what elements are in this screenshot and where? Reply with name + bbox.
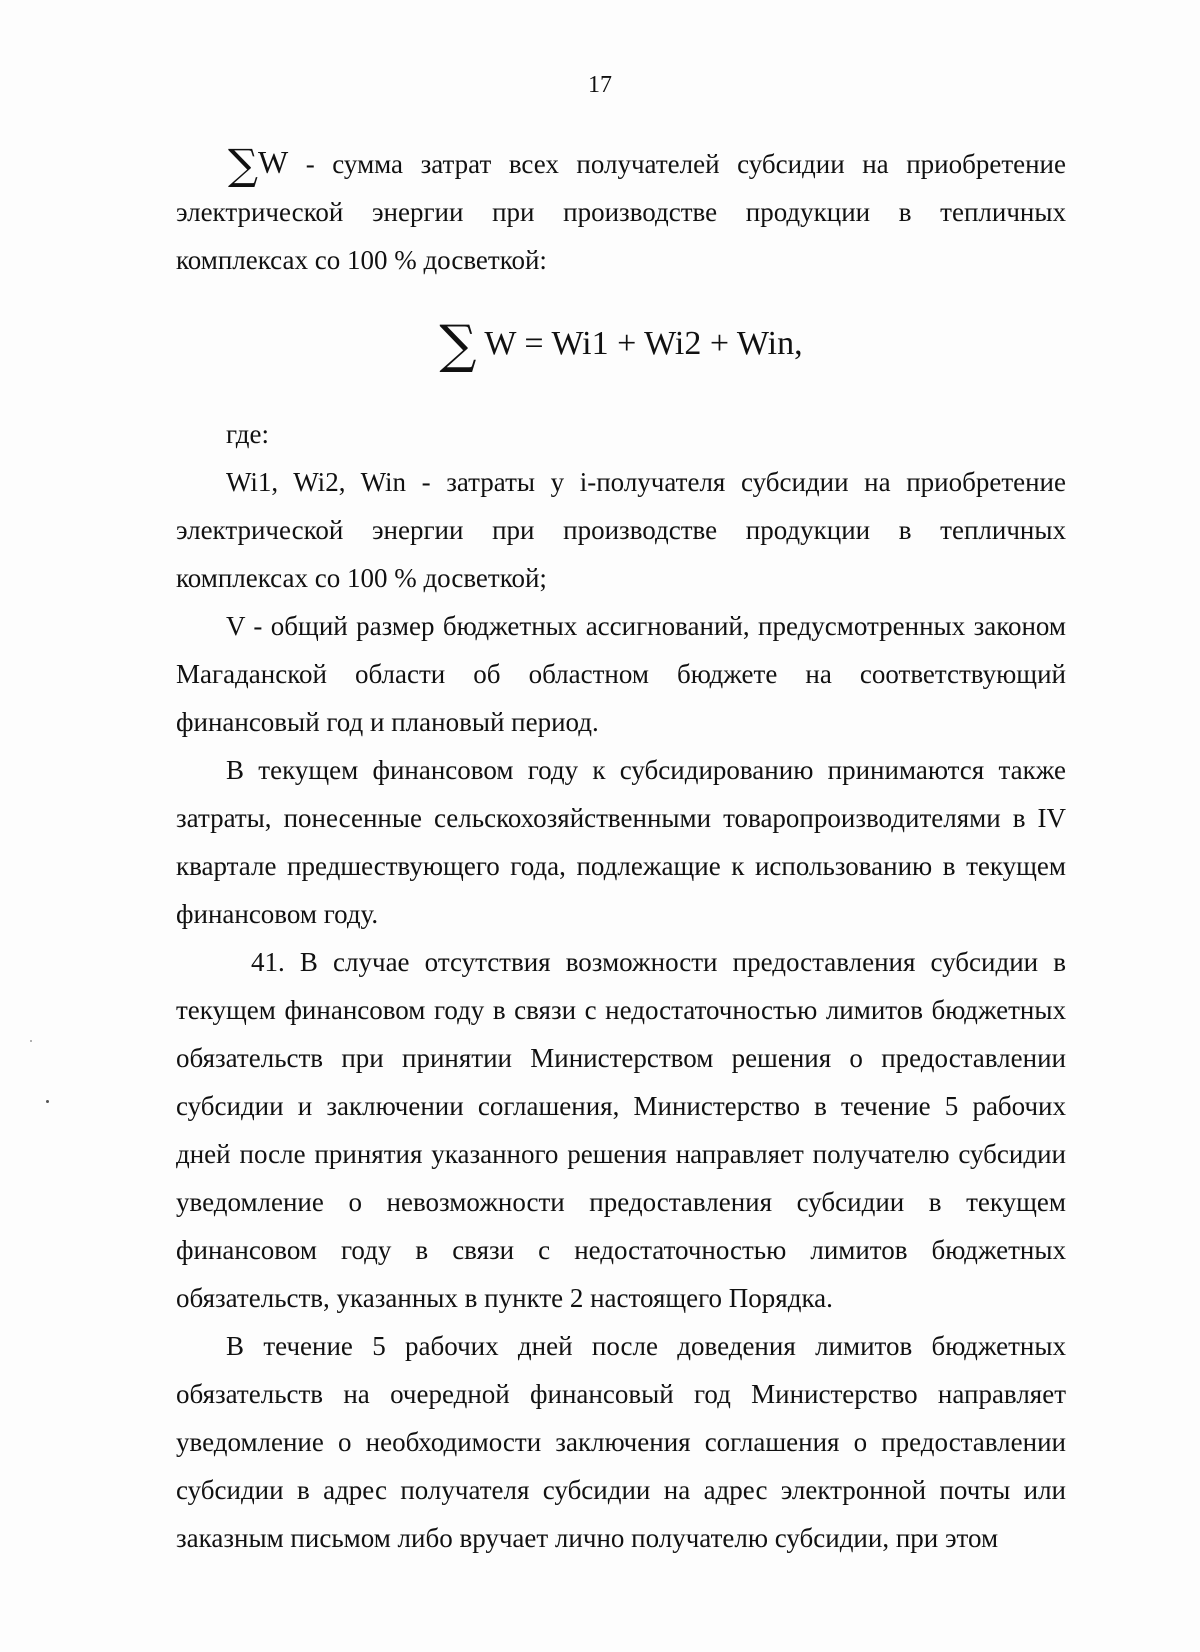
document-body [176, 138, 1066, 1562]
sum-formula [176, 314, 1066, 374]
v-definition-paragraph: V - общий размер бюджетных ассигнований, предусмотренных законом Магаданской области об областном бюджете на соответствующий финансовый год и плановый период. [176, 611, 1066, 737]
sum-definition-text: - сумма затрат всех получателей субсидии на приобретение электрической энергии при производстве продукции в тепличных комплексах со 100 % досветкой: [176, 149, 1066, 275]
current-year-paragraph: В текущем финансовом году к субсидированию принимаются также затраты, понесенные сельскохозяйственными товаропроизводителями в IV квартале предшествующего года, подлежащие к использованию в текущем финансовом году. [176, 755, 1066, 929]
w-symbol: W [257, 144, 289, 180]
wi-definition-paragraph: Wi1, Wi2, Win - затраты у i-получателя субсидии на приобретение электрической энергии при производстве продукции в тепличных комплексах со 100 % досветкой; [176, 467, 1066, 593]
scan-speck [30, 1040, 32, 1042]
formula-text: W = Wi1 + Wi2 + Win, [476, 325, 803, 362]
formula-sigma-symbol: ∑ [439, 315, 477, 375]
page-number: 17 [588, 72, 612, 98]
clause-41-paragraph: 41. В случае отсутствия возможности предоставления субсидии в текущем финансовом году в связи с недостаточностью лимитов бюджетных обязательств при принятии Министерством решения о предоставлении субсидии и заключении соглашения, Министерство в течение 5 рабочих дней после принятия указанного решения направляет получателю субсидии уведомление о невозможности предоставления субсидии в текущем финансовом году в связи с недостаточностью лимитов бюджетных обязательств, указанных в пункте 2 настоящего Порядка. [176, 947, 1066, 1313]
sum-definition-paragraph [176, 138, 1066, 284]
five-days-paragraph: В течение 5 рабочих дней после доведения лимитов бюджетных обязательств на очередной финансовый год Министерство направляет уведомление о необходимости заключения соглашения о предоставлении субсидии в адрес получателя субсидии на адрес электронной почты или заказным письмом либо вручает лично получателю субсидии, при этом [176, 1331, 1066, 1553]
sigma-symbol: ∑ [228, 140, 258, 189]
scan-speck [46, 1100, 49, 1103]
where-label: где: [226, 419, 269, 449]
